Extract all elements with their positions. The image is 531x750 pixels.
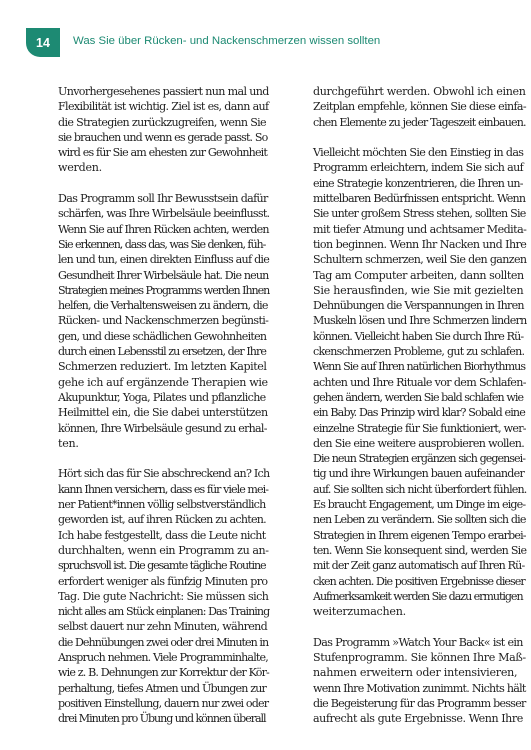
text-line: Die neun Strategien ergänzen sich gegensei- [313, 452, 526, 466]
text-line: achten und Ihre Rituale vor dem Schlafen- [313, 375, 526, 389]
text-line: werden. [58, 161, 102, 175]
text-line: ein Baby. Das Prinzip wird klar? Sobald eine [313, 406, 525, 420]
text-line: durchgeführt werden. Obwohl ich einen [313, 85, 526, 98]
paragraph-gap [313, 130, 526, 145]
text-line: schärfen, was Ihre Wirbelsäule beeinflusst. [58, 207, 270, 221]
text-line: den Sie eine weitere ausprobieren wollen. [313, 436, 525, 450]
paragraph [313, 84, 526, 130]
paragraph [58, 84, 269, 176]
text-line: Sie unter großem Stress stehen, sollten Sie [313, 207, 526, 221]
text-line: Akupunktur, Yoga, Pilates und pflanzliche [58, 390, 266, 404]
paragraph-gap [58, 176, 269, 191]
text-line: nen Leben zu verändern. Sie sollten sich die [313, 513, 526, 527]
text-line: Unvorhergesehenes passiert nun mal und [58, 85, 269, 98]
text-line: ner Patient*innen völlig selbstverständlich [58, 498, 266, 512]
left-text-column [58, 84, 269, 726]
paragraph [58, 191, 269, 451]
text-line: einzelne Strategie für Sie funktioniert, wer- [313, 421, 526, 435]
text-line: Tag. Die gute Nachricht: Sie müssen sich [58, 589, 269, 603]
page-header [0, 0, 531, 64]
text-line: perhaltung, tiefes Atmen und Übungen zur [58, 681, 266, 695]
text-line: Es braucht Engagement, um Dinge im eige- [313, 498, 526, 512]
text-line: eine Strategie konzentrieren, die Ihren un- [313, 176, 523, 190]
text-line: mit der Zeit ganz automatisch auf Ihren Rü- [313, 559, 525, 573]
text-line: Strategien in Ihrem eigenen Tempo erarbei- [313, 528, 526, 542]
text-line: gehen ändern, werden Sie bald schlafen wie [313, 390, 524, 404]
text-line: drei Minuten pro Übung und können überall [58, 712, 266, 726]
text-line: ten. [58, 436, 79, 450]
text-line: Tag am Computer arbeiten, dann sollten [313, 268, 524, 282]
text-line: gen, und diese schädlichen Gewohnheiten [58, 329, 267, 343]
text-line: kann Ihnen versichern, dass es für viele mei- [58, 482, 269, 496]
text-line: Programm erleichtern, indem Sie sich auf [313, 161, 524, 175]
text-line: len und tun, einen direkten Einfluss auf die [58, 253, 270, 267]
text-line: Heilmittel ein, die Sie dabei unterstützen [58, 406, 268, 420]
text-line: die Strategien zurückzugreifen, wenn Sie [58, 115, 266, 129]
text-line: Wenn Sie auf Ihren natürlichen Biorhythmus [313, 360, 526, 374]
text-line: cken achten. Die positiven Ergebnisse dieser [313, 574, 525, 588]
text-line: nahmen erweitern oder intensivieren, [313, 666, 518, 680]
text-line: durch einen Lebensstil zu ersetzen, der Ihre [58, 345, 266, 359]
text-line: Hört sich das für Sie abschreckend an? Ich [58, 467, 270, 481]
text-line: Stufenprogramm. Sie können Ihre Maß- [313, 650, 526, 664]
text-line: Das Programm »Watch Your Back« ist ein [313, 635, 523, 649]
running-head: Was Sie über Rücken- und Nackenschmerzen wissen sollten [73, 35, 381, 47]
text-line: geworden ist, auf ihren Rücken zu achten. [58, 513, 266, 527]
paragraph [313, 635, 526, 727]
paragraph-gap [58, 451, 269, 466]
text-line: Schmerzen reduziert. Im letzten Kapitel [58, 360, 267, 374]
text-line: weiterzumachen. [313, 605, 406, 619]
text-line: spruchsvoll ist. Die gesamte tägliche Routine [58, 559, 266, 573]
text-line: Anspruch nehmen. Viele Programminhalte, [58, 650, 268, 664]
text-line: Strategien meines Programms werden Ihnen [58, 283, 270, 297]
text-line: selbst dauert nur zehn Minuten, während [58, 620, 268, 634]
text-line: Wenn Sie auf Ihren Rücken achten, werden [58, 222, 269, 236]
text-line: Flexibilität ist wichtig. Ziel ist es, dann auf [58, 100, 269, 114]
text-line: wie z. B. Dehnungen zur Korrektur der Kör- [58, 666, 269, 680]
text-line: auf. Sie sollten sich nicht überfordert fühlen. [313, 482, 527, 496]
text-line: ckenschmerzen Probleme, gut zu schlafen. [313, 345, 525, 359]
text-line: aufrecht als gute Ergebnisse. Wenn Ihre [313, 712, 523, 726]
text-line: mit tiefer Atmung und achtsamer Medita- [313, 222, 527, 236]
text-line: helfen, die Verhaltensweisen zu ändern, die [58, 299, 268, 313]
text-line: wenn Ihre Motivation zunimmt. Nichts hält [313, 681, 526, 695]
text-line: Schultern schmerzen, weil Sie den ganzen [313, 253, 527, 267]
text-line: tig und ihre Wirkungen bauen aufeinander [313, 467, 524, 481]
text-line: Sie erkennen, dass das, was Sie denken, füh- [58, 237, 266, 251]
text-line: sie brauchen und wenn es gerade passt. So [58, 130, 268, 144]
text-line: Muskeln lösen und Ihre Schmerzen lindern [313, 314, 527, 328]
right-text-column [313, 84, 526, 726]
text-line: können. Vielleicht haben Sie durch Ihre Rü- [313, 329, 524, 343]
page-number: 14 [36, 35, 50, 50]
paragraph [313, 145, 526, 619]
page-number-badge [26, 28, 60, 57]
text-line: Gesundheit Ihrer Wirbelsäule hat. Die neun [58, 268, 269, 282]
text-line: positiven Einstellung, dauern nur zwei oder [58, 696, 269, 710]
text-line: Das Programm soll Ihr Bewusstsein dafür [58, 192, 268, 206]
text-line: nicht alles am Stück einplanen: Das Training [58, 605, 270, 619]
text-line: Ich habe festgestellt, dass die Leute nicht [58, 528, 266, 542]
text-line: chen Elemente zu jeder Tageszeit einbauen. [313, 115, 526, 129]
text-line: Vielleicht möchten Sie den Einstieg in das [313, 146, 524, 160]
text-line: Aufmerksamkeit werden Sie dazu ermutigen [313, 589, 523, 603]
text-line: die Dehnübungen zwei oder drei Minuten in [58, 635, 269, 649]
text-line: Sie herausfinden, wie Sie mit gezielten [313, 283, 524, 297]
text-line: wird es für Sie am ehesten zur Gewohnheit [58, 146, 267, 160]
text-line: mittelbaren Bedürfnissen entspricht. Wenn [313, 192, 526, 206]
text-line: erfordert weniger als fünfzig Minuten pro [58, 574, 268, 588]
text-line: die Begeisterung für das Programm besser [313, 696, 526, 710]
text-line: Rücken- und Nackenschmerzen begünsti- [58, 314, 269, 328]
text-line: ten. Wenn Sie konsequent sind, werden Sie [313, 543, 527, 557]
text-line: können, Ihre Wirbelsäule gesund zu erhal- [58, 421, 267, 435]
paragraph [58, 466, 269, 726]
text-line: Dehnübungen die Verspannungen in Ihren [313, 299, 524, 313]
text-line: Zeitplan empfehle, können Sie diese einfa- [313, 100, 526, 114]
text-line: tion beginnen. Wenn Ihr Nacken und Ihre [313, 237, 527, 251]
paragraph-gap [313, 619, 526, 634]
text-line: durchhalten, wenn ein Programm zu an- [58, 543, 269, 557]
text-line: gehe ich auf ergänzende Therapien wie [58, 375, 268, 389]
